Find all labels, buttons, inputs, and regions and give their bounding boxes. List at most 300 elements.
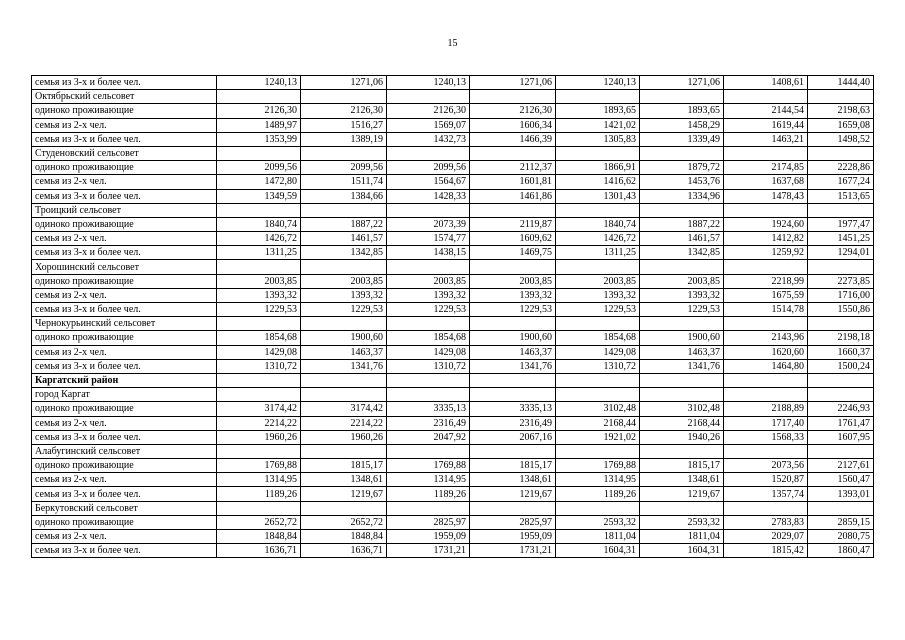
- value-cell: 2073,39: [387, 217, 470, 231]
- value-cell: [470, 90, 556, 104]
- value-cell: [808, 444, 874, 458]
- value-cell: 2099,56: [301, 161, 387, 175]
- value-cell: 3174,42: [301, 402, 387, 416]
- value-cell: [640, 317, 724, 331]
- table-row: [32, 530, 874, 544]
- settlement-header-row: [32, 501, 874, 515]
- value-cell: 2316,49: [387, 416, 470, 430]
- value-cell: 1314,95: [217, 473, 301, 487]
- value-cell: 1463,21: [724, 132, 808, 146]
- value-cell: [301, 501, 387, 515]
- value-cell: 1854,68: [217, 331, 301, 345]
- value-cell: 1310,72: [217, 359, 301, 373]
- tariff-table: [31, 75, 874, 558]
- value-cell: 1341,76: [470, 359, 556, 373]
- value-cell: [640, 90, 724, 104]
- value-cell: 1240,13: [217, 76, 301, 90]
- value-cell: [808, 373, 874, 387]
- settlement-header-row: [32, 260, 874, 274]
- value-cell: 1348,61: [301, 473, 387, 487]
- value-cell: 2099,56: [217, 161, 301, 175]
- settlement-name: Троицкий сельсовет: [32, 203, 217, 217]
- value-cell: 1294,01: [808, 246, 874, 260]
- value-cell: 1451,25: [808, 232, 874, 246]
- value-cell: 1189,26: [387, 487, 470, 501]
- value-cell: 3102,48: [640, 402, 724, 416]
- row-label: семья из 3-х и более чел.: [32, 246, 217, 260]
- value-cell: [217, 203, 301, 217]
- value-cell: [470, 444, 556, 458]
- value-cell: 2067,16: [470, 430, 556, 444]
- value-cell: [808, 260, 874, 274]
- value-cell: 2246,93: [808, 402, 874, 416]
- value-cell: 1438,15: [387, 246, 470, 260]
- value-cell: [301, 146, 387, 160]
- table-row: [32, 175, 874, 189]
- table-body: [32, 76, 874, 558]
- value-cell: 2593,32: [640, 515, 724, 529]
- value-cell: [724, 90, 808, 104]
- value-cell: 2174,85: [724, 161, 808, 175]
- value-cell: 1271,06: [301, 76, 387, 90]
- table-row: [32, 288, 874, 302]
- value-cell: 2188,89: [724, 402, 808, 416]
- value-cell: 1421,02: [556, 118, 640, 132]
- value-cell: 1769,88: [387, 459, 470, 473]
- value-cell: [724, 501, 808, 515]
- value-cell: 1341,76: [640, 359, 724, 373]
- value-cell: 1769,88: [217, 459, 301, 473]
- value-cell: [387, 203, 470, 217]
- value-cell: 1389,19: [301, 132, 387, 146]
- value-cell: 2003,85: [387, 274, 470, 288]
- table-row: [32, 459, 874, 473]
- value-cell: 1511,74: [301, 175, 387, 189]
- value-cell: [470, 317, 556, 331]
- value-cell: 1677,24: [808, 175, 874, 189]
- value-cell: 1305,83: [556, 132, 640, 146]
- value-cell: 1393,32: [217, 288, 301, 302]
- value-cell: [556, 317, 640, 331]
- value-cell: [724, 260, 808, 274]
- value-cell: 1840,74: [556, 217, 640, 231]
- settlement-name: Студеновский сельсовет: [32, 146, 217, 160]
- value-cell: 2168,44: [556, 416, 640, 430]
- district-name: Каргатский район: [32, 373, 217, 387]
- value-cell: 1229,53: [217, 303, 301, 317]
- settlement-name: город Каргат: [32, 388, 217, 402]
- value-cell: [724, 146, 808, 160]
- value-cell: 1469,75: [470, 246, 556, 260]
- value-cell: [470, 501, 556, 515]
- value-cell: 3335,13: [470, 402, 556, 416]
- value-cell: 1660,37: [808, 345, 874, 359]
- value-cell: 2825,97: [470, 515, 556, 529]
- value-cell: 1815,17: [640, 459, 724, 473]
- value-cell: 2099,56: [387, 161, 470, 175]
- table-row: [32, 118, 874, 132]
- value-cell: 1461,57: [640, 232, 724, 246]
- value-cell: [301, 203, 387, 217]
- row-label: семья из 3-х и более чел.: [32, 430, 217, 444]
- value-cell: [556, 373, 640, 387]
- value-cell: 2198,63: [808, 104, 874, 118]
- value-cell: 1601,81: [470, 175, 556, 189]
- value-cell: 2073,56: [724, 459, 808, 473]
- value-cell: [387, 444, 470, 458]
- value-cell: [217, 501, 301, 515]
- value-cell: 1240,13: [556, 76, 640, 90]
- value-cell: 2214,22: [217, 416, 301, 430]
- value-cell: 1959,09: [470, 530, 556, 544]
- value-cell: 1516,27: [301, 118, 387, 132]
- value-cell: 1564,67: [387, 175, 470, 189]
- value-cell: 1636,71: [301, 544, 387, 558]
- value-cell: 1314,95: [556, 473, 640, 487]
- value-cell: 2119,87: [470, 217, 556, 231]
- row-label: одиноко проживающие: [32, 402, 217, 416]
- value-cell: 1637,68: [724, 175, 808, 189]
- table-row: [32, 246, 874, 260]
- value-cell: 1229,53: [556, 303, 640, 317]
- table-row: [32, 303, 874, 317]
- value-cell: 1429,08: [217, 345, 301, 359]
- row-label: семья из 2-х чел.: [32, 416, 217, 430]
- value-cell: 1342,85: [301, 246, 387, 260]
- value-cell: 1453,76: [640, 175, 724, 189]
- value-cell: [301, 317, 387, 331]
- value-cell: [470, 388, 556, 402]
- value-cell: [217, 317, 301, 331]
- row-label: одиноко проживающие: [32, 331, 217, 345]
- value-cell: [387, 373, 470, 387]
- value-cell: 1815,17: [301, 459, 387, 473]
- row-label: одиноко проживающие: [32, 104, 217, 118]
- value-cell: 1604,31: [556, 544, 640, 558]
- value-cell: 1659,08: [808, 118, 874, 132]
- value-cell: [724, 444, 808, 458]
- value-cell: 1514,78: [724, 303, 808, 317]
- value-cell: [640, 444, 724, 458]
- value-cell: [387, 90, 470, 104]
- value-cell: [724, 388, 808, 402]
- value-cell: 2652,72: [217, 515, 301, 529]
- value-cell: 1229,53: [470, 303, 556, 317]
- value-cell: 2198,18: [808, 331, 874, 345]
- value-cell: 1240,13: [387, 76, 470, 90]
- value-cell: [301, 444, 387, 458]
- row-label: одиноко проживающие: [32, 217, 217, 231]
- district-header-row: [32, 373, 874, 387]
- value-cell: 1977,47: [808, 217, 874, 231]
- value-cell: 1348,61: [470, 473, 556, 487]
- value-cell: [808, 501, 874, 515]
- value-cell: 1426,72: [556, 232, 640, 246]
- value-cell: 1854,68: [387, 331, 470, 345]
- value-cell: 1189,26: [217, 487, 301, 501]
- table-row: [32, 345, 874, 359]
- value-cell: [217, 260, 301, 274]
- row-label: одиноко проживающие: [32, 161, 217, 175]
- value-cell: 2859,15: [808, 515, 874, 529]
- value-cell: [470, 146, 556, 160]
- value-cell: 1921,02: [556, 430, 640, 444]
- value-cell: 1604,31: [640, 544, 724, 558]
- value-cell: [301, 388, 387, 402]
- value-cell: [217, 373, 301, 387]
- value-cell: 1412,82: [724, 232, 808, 246]
- value-cell: 1334,96: [640, 189, 724, 203]
- settlement-name: Чернокурьинский сельсовет: [32, 317, 217, 331]
- value-cell: [640, 260, 724, 274]
- value-cell: 1568,33: [724, 430, 808, 444]
- value-cell: 1498,52: [808, 132, 874, 146]
- table-row: [32, 515, 874, 529]
- settlement-header-row: [32, 444, 874, 458]
- value-cell: 2126,30: [217, 104, 301, 118]
- value-cell: 1341,76: [301, 359, 387, 373]
- row-label: семья из 2-х чел.: [32, 175, 217, 189]
- value-cell: 1393,32: [640, 288, 724, 302]
- value-cell: 1464,80: [724, 359, 808, 373]
- value-cell: [387, 501, 470, 515]
- value-cell: 2003,85: [470, 274, 556, 288]
- value-cell: 1619,44: [724, 118, 808, 132]
- value-cell: 1219,67: [640, 487, 724, 501]
- table-row: [32, 217, 874, 231]
- value-cell: 1342,85: [640, 246, 724, 260]
- value-cell: 2218,99: [724, 274, 808, 288]
- table-row: [32, 104, 874, 118]
- table-row: [32, 359, 874, 373]
- value-cell: [640, 388, 724, 402]
- row-label: семья из 3-х и более чел.: [32, 303, 217, 317]
- value-cell: 1620,60: [724, 345, 808, 359]
- row-label: семья из 2-х чел.: [32, 232, 217, 246]
- value-cell: 1310,72: [556, 359, 640, 373]
- value-cell: [556, 444, 640, 458]
- value-cell: 1393,32: [301, 288, 387, 302]
- value-cell: [724, 373, 808, 387]
- value-cell: 3102,48: [556, 402, 640, 416]
- row-label: семья из 3-х и более чел.: [32, 359, 217, 373]
- value-cell: 1636,71: [217, 544, 301, 558]
- value-cell: 1416,62: [556, 175, 640, 189]
- value-cell: 1393,32: [556, 288, 640, 302]
- value-cell: 1429,08: [387, 345, 470, 359]
- value-cell: [808, 388, 874, 402]
- row-label: семья из 3-х и более чел.: [32, 544, 217, 558]
- value-cell: 2003,85: [640, 274, 724, 288]
- value-cell: [808, 317, 874, 331]
- value-cell: [640, 501, 724, 515]
- value-cell: 1569,07: [387, 118, 470, 132]
- value-cell: [808, 90, 874, 104]
- value-cell: 1866,91: [556, 161, 640, 175]
- table-row: [32, 402, 874, 416]
- value-cell: 2168,44: [640, 416, 724, 430]
- value-cell: 2214,22: [301, 416, 387, 430]
- settlement-header-row: [32, 146, 874, 160]
- value-cell: 2003,85: [217, 274, 301, 288]
- value-cell: [217, 388, 301, 402]
- value-cell: 1960,26: [301, 430, 387, 444]
- value-cell: [556, 388, 640, 402]
- value-cell: 1189,26: [556, 487, 640, 501]
- value-cell: 1550,86: [808, 303, 874, 317]
- settlement-name: Хорошинский сельсовет: [32, 260, 217, 274]
- row-label: семья из 2-х чел.: [32, 530, 217, 544]
- value-cell: 1887,22: [301, 217, 387, 231]
- value-cell: [556, 260, 640, 274]
- settlement-name: Беркутовский сельсовет: [32, 501, 217, 515]
- table-row: [32, 189, 874, 203]
- value-cell: 1463,37: [640, 345, 724, 359]
- table-row: [32, 487, 874, 501]
- settlement-name: Алабугинский сельсовет: [32, 444, 217, 458]
- row-label: семья из 2-х чел.: [32, 345, 217, 359]
- value-cell: 1426,72: [217, 232, 301, 246]
- value-cell: [808, 146, 874, 160]
- value-cell: 1959,09: [387, 530, 470, 544]
- table-row: [32, 473, 874, 487]
- value-cell: 1393,32: [470, 288, 556, 302]
- value-cell: 1815,42: [724, 544, 808, 558]
- value-cell: 1314,95: [387, 473, 470, 487]
- row-label: одиноко проживающие: [32, 515, 217, 529]
- value-cell: [556, 90, 640, 104]
- value-cell: 1301,43: [556, 189, 640, 203]
- settlement-name: Октябрьский сельсовет: [32, 90, 217, 104]
- value-cell: 1606,34: [470, 118, 556, 132]
- value-cell: 1463,37: [470, 345, 556, 359]
- value-cell: 1478,43: [724, 189, 808, 203]
- value-cell: 1811,04: [556, 530, 640, 544]
- value-cell: 1429,08: [556, 345, 640, 359]
- value-cell: 2228,86: [808, 161, 874, 175]
- value-cell: 1259,92: [724, 246, 808, 260]
- value-cell: 1271,06: [640, 76, 724, 90]
- value-cell: 1607,95: [808, 430, 874, 444]
- table-row: [32, 331, 874, 345]
- value-cell: 1560,47: [808, 473, 874, 487]
- value-cell: 2047,92: [387, 430, 470, 444]
- value-cell: 1924,60: [724, 217, 808, 231]
- value-cell: 1461,57: [301, 232, 387, 246]
- settlement-header-row: [32, 388, 874, 402]
- value-cell: [640, 146, 724, 160]
- row-label: семья из 2-х чел.: [32, 288, 217, 302]
- value-cell: 1860,47: [808, 544, 874, 558]
- value-cell: 2126,30: [301, 104, 387, 118]
- row-label: одиноко проживающие: [32, 274, 217, 288]
- table-row: [32, 416, 874, 430]
- value-cell: [470, 260, 556, 274]
- row-label: семья из 2-х чел.: [32, 118, 217, 132]
- value-cell: 2080,75: [808, 530, 874, 544]
- value-cell: 1428,33: [387, 189, 470, 203]
- value-cell: [217, 146, 301, 160]
- value-cell: 2112,37: [470, 161, 556, 175]
- value-cell: 1893,65: [556, 104, 640, 118]
- value-cell: [387, 317, 470, 331]
- value-cell: 1815,17: [470, 459, 556, 473]
- value-cell: 1357,74: [724, 487, 808, 501]
- value-cell: 1848,84: [301, 530, 387, 544]
- value-cell: [301, 373, 387, 387]
- value-cell: 1463,37: [301, 345, 387, 359]
- value-cell: 2652,72: [301, 515, 387, 529]
- value-cell: 1879,72: [640, 161, 724, 175]
- value-cell: [556, 203, 640, 217]
- settlement-header-row: [32, 317, 874, 331]
- value-cell: 1900,60: [640, 331, 724, 345]
- value-cell: 1840,74: [217, 217, 301, 231]
- settlement-header-row: [32, 203, 874, 217]
- value-cell: 1444,40: [808, 76, 874, 90]
- value-cell: 2003,85: [556, 274, 640, 288]
- settlement-header-row: [32, 90, 874, 104]
- value-cell: [640, 373, 724, 387]
- value-cell: 1717,40: [724, 416, 808, 430]
- value-cell: 1900,60: [301, 331, 387, 345]
- value-cell: 3174,42: [217, 402, 301, 416]
- value-cell: 2783,83: [724, 515, 808, 529]
- value-cell: [640, 203, 724, 217]
- value-cell: 2126,30: [387, 104, 470, 118]
- value-cell: 1520,87: [724, 473, 808, 487]
- value-cell: 1408,61: [724, 76, 808, 90]
- value-cell: [556, 501, 640, 515]
- value-cell: 1229,53: [301, 303, 387, 317]
- value-cell: 1271,06: [470, 76, 556, 90]
- value-cell: 2003,85: [301, 274, 387, 288]
- value-cell: 1311,25: [217, 246, 301, 260]
- value-cell: 1458,29: [640, 118, 724, 132]
- value-cell: 1348,61: [640, 473, 724, 487]
- value-cell: 1854,68: [556, 331, 640, 345]
- value-cell: [387, 388, 470, 402]
- value-cell: 1513,65: [808, 189, 874, 203]
- value-cell: 1229,53: [387, 303, 470, 317]
- value-cell: 1472,80: [217, 175, 301, 189]
- value-cell: [470, 373, 556, 387]
- row-label: семья из 3-х и более чел.: [32, 189, 217, 203]
- value-cell: 3335,13: [387, 402, 470, 416]
- value-cell: 1229,53: [640, 303, 724, 317]
- table-row: [32, 76, 874, 90]
- value-cell: [387, 146, 470, 160]
- table-row: [32, 232, 874, 246]
- value-cell: 1461,86: [470, 189, 556, 203]
- value-cell: [724, 317, 808, 331]
- value-cell: [470, 203, 556, 217]
- value-cell: 1761,47: [808, 416, 874, 430]
- value-cell: [217, 90, 301, 104]
- value-cell: 1574,77: [387, 232, 470, 246]
- table-row: [32, 132, 874, 146]
- row-label: одиноко проживающие: [32, 459, 217, 473]
- value-cell: 2273,85: [808, 274, 874, 288]
- value-cell: 2029,07: [724, 530, 808, 544]
- value-cell: 2593,32: [556, 515, 640, 529]
- value-cell: 2144,54: [724, 104, 808, 118]
- value-cell: 2825,97: [387, 515, 470, 529]
- row-label: семья из 3-х и более чел.: [32, 487, 217, 501]
- value-cell: 1489,97: [217, 118, 301, 132]
- value-cell: 1219,67: [470, 487, 556, 501]
- value-cell: [556, 146, 640, 160]
